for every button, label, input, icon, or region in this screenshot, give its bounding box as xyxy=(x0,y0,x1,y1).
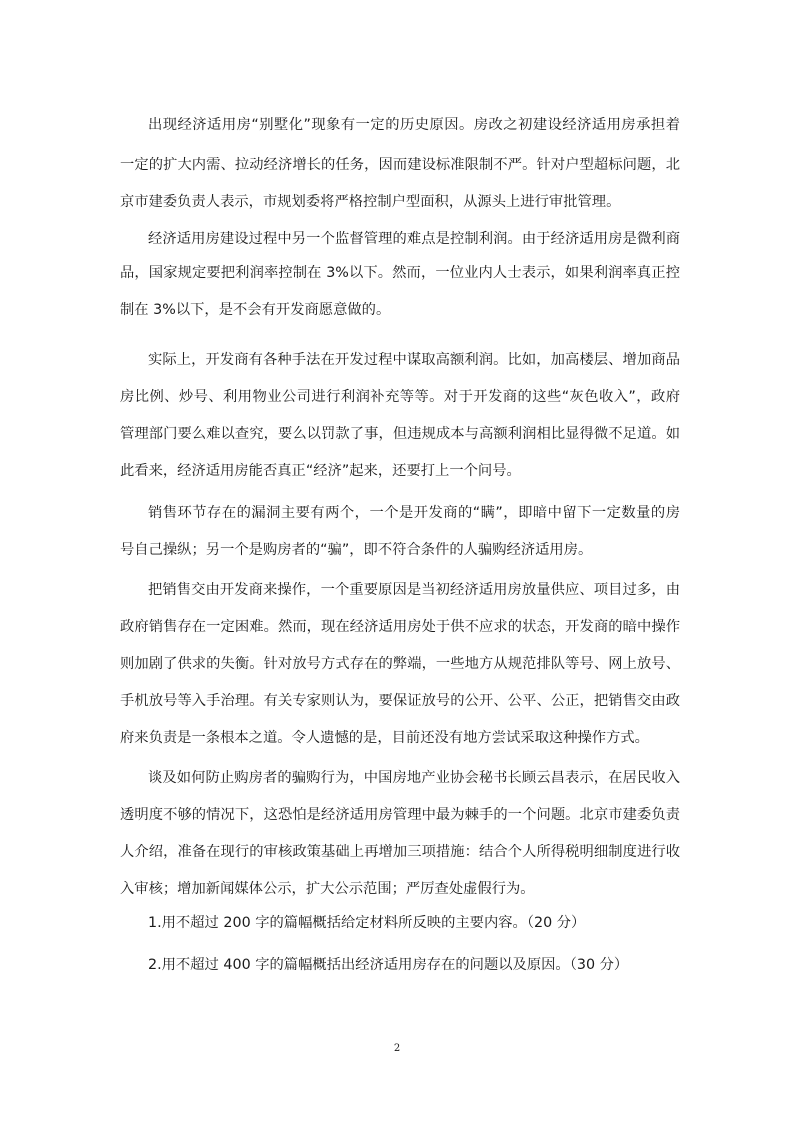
text-line: 入审核；增加新闻媒体公示，扩大公示范围；严厉查处虚假行为。 xyxy=(120,881,535,897)
text-line: 透明度不够的情况下，这恐怕是经济适用房管理中最为棘手的一个问题。北京市建委负责 xyxy=(120,807,680,823)
text-line: 号自己操纵；另一个是购房者的“骗”，即不符合条件的人骗购经济适用房。 xyxy=(120,542,593,558)
text-line: 京市建委负责人表示，市规划委将严格控制户型面积，从源头上进行审批管理。 xyxy=(120,194,621,210)
text-line: 出现经济适用房“别墅化”现象有一定的历史原因。房改之初建设经济适用房承担着 xyxy=(148,117,680,133)
page-number: 2 xyxy=(393,1043,401,1054)
text-line: 品，国家规定要把利润率控制在 3%以下。然而，一位业内人士表示，如果利润率真正控 xyxy=(120,265,680,281)
text-line: 实际上，开发商有各种手法在开发过程中谋取高额利润。比如，加高楼层、增加商品 xyxy=(148,352,680,368)
text-line: 经济适用房建设过程中另一个监督管理的难点是控制利润。由于经济适用房是微利商 xyxy=(148,231,680,247)
text-line: 则加剧了供求的失衡。针对放号方式存在的弊端，一些地方从规范排队等号、网上放号、 xyxy=(120,656,680,672)
text-line: 府来负责是一条根本之道。令人遗憾的是，目前还没有地方尝试采取这种操作方式。 xyxy=(120,730,649,746)
text-line: 此看来，经济适用房能否真正“经济”起来，还要打上一个问号。 xyxy=(120,463,521,479)
text-line: 销售环节存在的漏洞主要有两个，一个是开发商的“瞒”，即暗中留下一定数量的房 xyxy=(148,505,680,521)
question-2: 2.用不超过 400 字的篇幅概括出经济适用房存在的问题以及原因。（30 分） xyxy=(148,957,629,973)
text-line: 政府销售存在一定困难。然而，现在经济适用房处于供不应求的状态，开发商的暗中操作 xyxy=(120,619,680,635)
text-line: 管理部门要么难以查究，要么以罚款了事，但违规成本与高额利润相比显得微不足道。如 xyxy=(120,426,680,442)
text-line: 手机放号等入手治理。有关专家则认为，要保证放号的公开、公平、公正，把销售交由政 xyxy=(120,693,680,709)
text-line: 把销售交由开发商来操作，一个重要原因是当初经济适用房放量供应、项目过多，由 xyxy=(148,582,680,598)
text-line: 人介绍，准备在现行的审核政策基础上再增加三项措施：结合个人所得税明细制度进行收 xyxy=(120,844,680,860)
text-line: 谈及如何防止购房者的骗购行为，中国房地产业协会秘书长顾云昌表示，在居民收入 xyxy=(148,770,680,786)
text-line: 一定的扩大内需、拉动经济增长的任务，因而建设标准限制不严。针对户型超标问题，北 xyxy=(120,157,680,173)
question-1: 1.用不超过 200 字的篇幅概括给定材料所反映的主要内容。（20 分） xyxy=(148,915,586,931)
text-line: 房比例、炒号、利用物业公司进行利润补充等等。对于开发商的这些“灰色收入”，政府 xyxy=(120,389,680,405)
text-line: 制在 3%以下，是不会有开发商愿意做的。 xyxy=(120,302,391,318)
